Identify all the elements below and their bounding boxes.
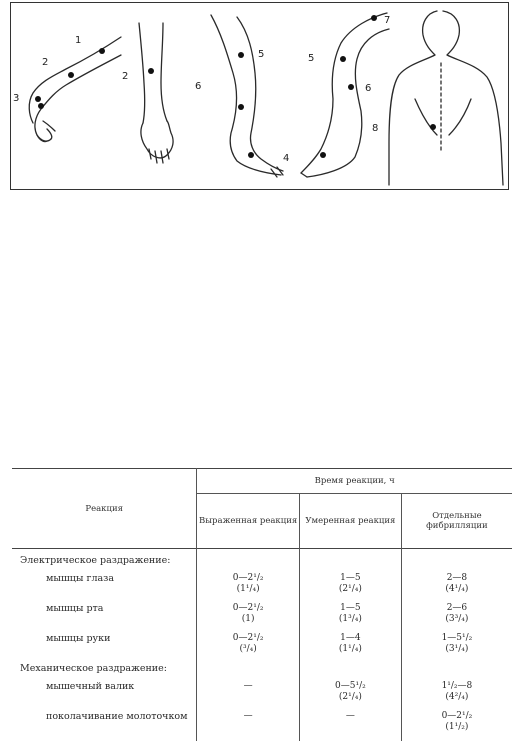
point-marker xyxy=(238,52,244,58)
cell-value: 0—5¹/₂ xyxy=(335,681,366,691)
figure-label: 2 xyxy=(42,57,49,68)
point-marker xyxy=(348,84,354,90)
point-marker xyxy=(371,15,377,21)
cell-value: 1—5¹/₂ xyxy=(441,633,473,643)
figure-torso-outline xyxy=(389,11,437,185)
cell-value: (³/₄) xyxy=(239,644,257,654)
cell-value: (2¹/₄) xyxy=(338,584,362,594)
figure-label: 7 xyxy=(384,15,391,26)
cell-value: 1—4 xyxy=(340,633,361,643)
reaction-time-table xyxy=(12,468,512,732)
figure-forearm-outline xyxy=(139,23,145,123)
figure-leg2-outline xyxy=(301,13,387,173)
cell-value: 2—6 xyxy=(446,603,468,613)
cell-value: (1³/₄) xyxy=(338,614,362,624)
point-marker xyxy=(35,96,41,102)
cell-value: (4¹/₄) xyxy=(445,584,469,594)
cell-value: — xyxy=(345,711,355,721)
cell-value: 2—8 xyxy=(446,573,468,583)
header-reaction: Реакция xyxy=(85,503,123,514)
figure-label: 4 xyxy=(283,153,290,164)
cell-value: — xyxy=(243,711,253,721)
figure-label: 5 xyxy=(308,53,315,64)
point-marker xyxy=(148,68,154,74)
group-title-electrical: Электрическое раздражение: xyxy=(20,555,171,566)
figure-label: 5 xyxy=(258,49,265,60)
point-marker xyxy=(238,104,244,110)
cell-value: 1—5 xyxy=(340,603,361,613)
cell-value: (3³/₄) xyxy=(445,614,469,624)
header-col-strong: Выраженная реакция xyxy=(197,494,300,549)
cell-value: (2¹/₄) xyxy=(338,692,362,702)
cell-value: (3¹/₄) xyxy=(445,644,469,654)
figure-leg-outline xyxy=(211,15,281,175)
figure-label: 2 xyxy=(122,71,129,82)
header-reaction-time: Время реакции, ч xyxy=(197,469,512,494)
cell-value: (1¹/₄) xyxy=(338,644,362,654)
group-title-mechanical: Механическое раздражение: xyxy=(20,663,167,674)
cell-value: (1¹/₄) xyxy=(236,584,260,594)
cell-value: 0—2¹/₂ xyxy=(441,711,473,721)
figure-label: 6 xyxy=(195,81,202,92)
cell-value: (1) xyxy=(241,614,255,624)
row-label-arm: мышцы руки xyxy=(46,633,111,644)
cell-value: 0—2¹/₂ xyxy=(232,633,264,643)
point-marker xyxy=(38,103,44,109)
cell-value: 0—2¹/₂ xyxy=(232,603,264,613)
row-label-muscle-ridge: мышечный валик xyxy=(46,681,135,692)
row-label-eye: мышцы глаза xyxy=(46,573,114,584)
cell-value: 0—2¹/₂ xyxy=(232,573,264,583)
cell-value: 1¹/₂—8 xyxy=(441,681,473,691)
figure-label: 1 xyxy=(75,35,82,46)
header-col-moderate: Умеренная реакция xyxy=(299,494,401,549)
row-label-hammer-tapping: поколачивание молоточком xyxy=(46,711,188,722)
cell-value: (1¹/₂) xyxy=(445,722,469,732)
figure-label: 3 xyxy=(13,93,20,104)
cell-value: 1—5 xyxy=(340,573,361,583)
point-marker xyxy=(430,124,436,130)
row-label-mouth: мышцы рта xyxy=(46,603,104,614)
point-marker xyxy=(320,152,326,158)
point-marker xyxy=(99,48,105,54)
point-marker xyxy=(248,152,254,158)
point-marker xyxy=(68,72,74,78)
header-col-fibrillation: Отдельные фибрилляции xyxy=(401,494,512,549)
figure-label: 6 xyxy=(365,83,372,94)
cell-value: (4²/₄) xyxy=(445,692,469,702)
point-marker xyxy=(340,56,346,62)
cell-value: — xyxy=(243,681,253,691)
anatomy-figure xyxy=(10,2,509,190)
figure-label: 8 xyxy=(372,123,379,134)
anatomy-illustration xyxy=(11,3,510,191)
